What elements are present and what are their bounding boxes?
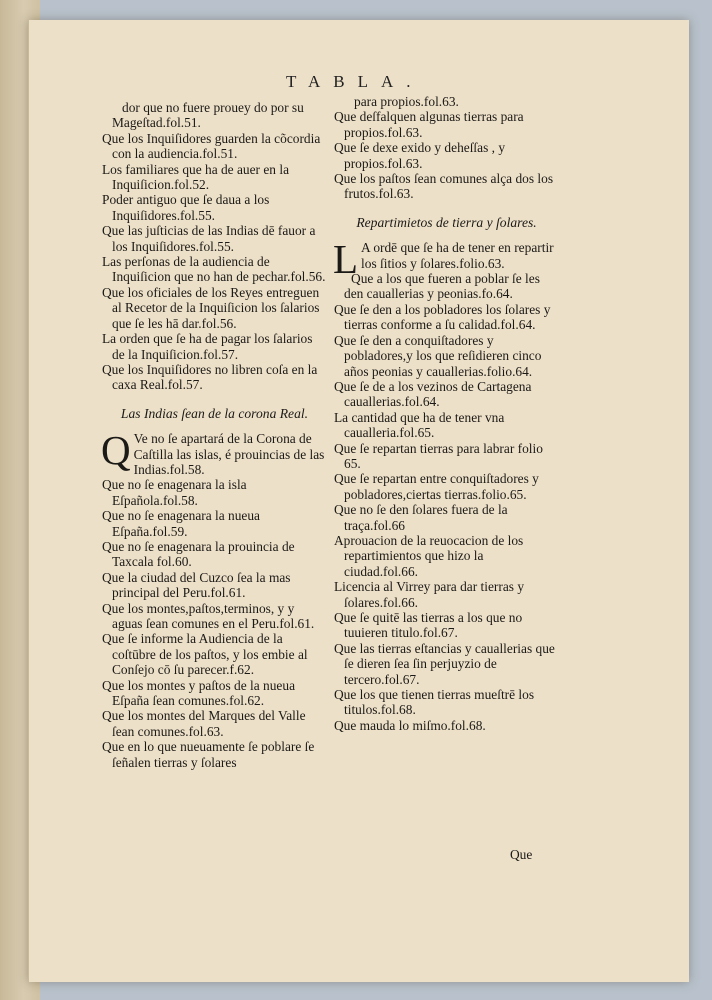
index-entry: Que los paſtos ſean comunes alça dos los frutos.fol.63. [334,171,554,202]
index-entry: Que ſe repartan tierras para labrar folio 65. [334,440,543,471]
index-entry: Que a los que fueren a poblar ſe les den cauallerias y peonias.fo.64. [344,271,540,302]
index-entry: Que los Inquiſidores no libren coſa en la caxa Real.fol.57. [102,361,318,393]
index-entry: Que ſe repartan entre conquiſtadores y pobladores,ciertas tierras.folio.65. [334,471,539,502]
index-entry: Que no ſe enagenara la prouincia de Taxcala fol.60. [102,538,295,570]
left-entries-bottom [102,477,327,770]
right-entries-top [334,94,559,202]
index-entry: Que no ſe enagenara la isla Eſpañola.fol.58. [102,477,247,508]
index-entry: Poder antiguo que ſe daua a los Inquiſidores.fol.55. [102,192,270,223]
section-heading-indias: Las Indias ſean de la corona Real. [120,405,309,421]
left-column [102,100,327,770]
index-entry: Que ſe de a los vezinos de Cartagena cauallerias.fol.64. [334,378,532,410]
index-entry: Aprouacion de la reuocacion de los repartimientos que hizo la ciudad.fol.66. [334,532,524,579]
index-entry: Que los montes y paſtos de la nueua Eſpaña ſean comunes.fol.62. [102,677,296,709]
right-column [334,94,559,733]
index-entry: Que ſe quitē las tierras a los que no tuuieren titulo.fol.67. [334,610,523,641]
index-entry: Que ſe den a los pobladores los ſolares y tierras conforme a ſu calidad.fol.64. [334,301,551,333]
index-entry: Que las juſticias de las Indias dē fauor a los Inquiſidores.fol.55. [102,223,316,254]
index-entry: La orden que ſe ha de pagar los ſalarios de la Inquiſicion.fol.57. [102,331,313,362]
dropcap-paragraph [333,236,559,283]
index-entry: Las perſonas de la audiencia de Inquiſicion que no han de pechar.fol.56. [102,254,326,285]
dropcap-letter: L [333,236,359,283]
index-entry: Los familiares que ha de auer en la Inquiſicion.fol.52. [102,161,290,193]
section-heading-repartimientos: Repartimietos de tierra y ſolares. [356,214,537,230]
catchword: Que [510,847,533,862]
index-entry: Que mauda lo miſmo.fol.68. [334,717,486,733]
right-entries-bottom [334,271,559,733]
index-entry: dor que no fuere prouey do por su Mageſtad.fol.51. [112,100,304,131]
index-entry: Que ſe dexe exido y deheſſas , y propios.fol.63. [334,140,506,171]
dropcap-text: A ordē que ſe ha de tener en repartir los ſitios y ſolares.folio.63. [361,240,554,271]
left-entries-top [102,100,327,393]
index-entry: Que en lo que nueuamente ſe poblare ſe ſeñalen tierras y ſolares [102,739,315,770]
index-entry: Licencia al Virrey para dar tierras y ſolares.fol.66. [334,579,525,610]
index-entry: Que los oficiales de los Reyes entreguen al Recetor de la Inquiſicion los ſalarios que ſe les hā dar.fol.56. [102,284,320,331]
index-entry: Que las tierras eſtancias y cauallerias que ſe dieren ſea ſin perjuyzio de tercero.fol.67. [334,640,555,687]
index-entry: Que no ſe den ſolares fuera de la traça.fol.66 [334,502,508,533]
index-entry: Que ſe informe la Audiencia de la coſtūbre de los paſtos, y los embie al Conſejo cō ſu parecer.f.62. [102,631,308,678]
dropcap-text: Ve no ſe apartará de la Corona de Caſtilla las islas, é prouincias de las Indias.fol.58. [133,431,325,477]
index-entry: Que ſe den a conquiſtadores y pobladores,y los que reſidieren cinco años peonias y cauallerias.folio.64. [334,332,542,379]
page-title: TABLA. [286,72,424,91]
index-entry: Que los que tienen tierras mueſtrē los titulos.fol.68. [334,687,535,718]
index-entry: La cantidad que ha de tener vna caualleria.fol.65. [334,409,505,441]
index-entry: Que deſfalquen algunas tierras para propios.fol.63. [334,109,524,140]
index-entry: Que los montes del Marques del Valle ſean comunes.fol.63. [102,708,306,739]
index-entry: Que la ciudad del Cuzco ſea la mas principal del Peru.fol.61. [102,569,291,601]
dropcap-letter: Q [101,427,131,474]
index-entry: Que los montes,paſtos,terminos, y y aguas ſean comunes en el Peru.fol.61. [102,600,315,631]
dropcap-paragraph [101,427,327,477]
index-entry: Que los Inquiſidores guarden la cõcordia con la audiencia.fol.51. [102,130,321,162]
index-entry: Que no ſe enagenara la nueua Eſpaña.fol.59. [102,508,261,539]
index-entry: para propios.fol.63. [354,94,459,109]
